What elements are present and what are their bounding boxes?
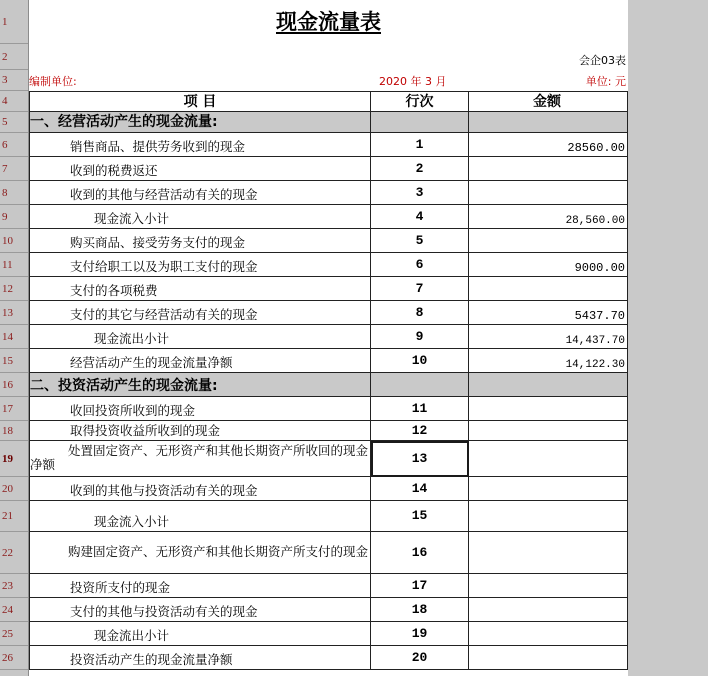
row-number[interactable]: 15 [0, 349, 28, 373]
cell-amount[interactable] [469, 373, 628, 397]
cell-item[interactable]: 二、投资活动产生的现金流量: [29, 373, 371, 397]
row-number[interactable]: 14 [0, 325, 28, 349]
row-number[interactable]: 7 [0, 157, 28, 181]
sheet-background-gutter [628, 0, 708, 676]
cell-amount[interactable]: 14,437.70 [469, 325, 628, 349]
cell-item[interactable]: 支付的其他与投资活动有关的现金 [29, 598, 371, 622]
cell-line-number[interactable] [371, 373, 469, 397]
cell-amount[interactable]: 14,122.30 [469, 349, 628, 373]
cell-line-number[interactable]: 18 [371, 598, 469, 622]
cell-amount[interactable] [469, 112, 628, 133]
cell-amount[interactable] [469, 477, 628, 501]
cell-line-number[interactable]: 6 [371, 253, 469, 277]
cell-item[interactable]: 处置固定资产、无形资产和其他长期资产所收回的现金净额 [29, 441, 371, 477]
row-number[interactable]: 11 [0, 253, 28, 277]
row-number[interactable]: 9 [0, 205, 28, 229]
row-number[interactable]: 24 [0, 598, 28, 622]
cell-amount[interactable] [469, 532, 628, 574]
cell-item[interactable]: 收到的其他与经营活动有关的现金 [29, 181, 371, 205]
cell-line-number[interactable]: 20 [371, 646, 469, 670]
cell-line-number[interactable]: 15 [371, 501, 469, 532]
page-title [29, 6, 628, 36]
row-number[interactable]: 20 [0, 477, 28, 501]
cell-item[interactable]: 支付给职工以及为职工支付的现金 [29, 253, 371, 277]
cell-item[interactable]: 现金流出小计 [29, 622, 371, 646]
cell-item[interactable]: 购建固定资产、无形资产和其他长期资产所支付的现金 [29, 532, 371, 574]
row-number[interactable]: 23 [0, 574, 28, 598]
cell-item[interactable]: 收回投资所收到的现金 [29, 397, 371, 421]
cell-amount[interactable] [469, 622, 628, 646]
cell-amount[interactable]: 9000.00 [469, 253, 628, 277]
cell-item[interactable]: 支付的各项税费 [29, 277, 371, 301]
cell-line-number[interactable]: 12 [371, 421, 469, 441]
cell-amount[interactable] [469, 157, 628, 181]
cell-line-number[interactable]: 7 [371, 277, 469, 301]
row-number[interactable]: 1 [0, 0, 28, 44]
cell-line-number[interactable]: 4 [371, 205, 469, 229]
cell-amount[interactable] [469, 646, 628, 670]
cell-amount[interactable] [469, 598, 628, 622]
row-number[interactable]: 12 [0, 277, 28, 301]
cell-line-number[interactable]: 11 [371, 397, 469, 421]
cell-item[interactable]: 收到的其他与投资活动有关的现金 [29, 477, 371, 501]
cell-line-number[interactable]: 16 [371, 532, 469, 574]
row-number[interactable]: 21 [0, 501, 28, 532]
column-header-item[interactable]: 项 目 [29, 91, 371, 112]
cell-item[interactable]: 一、经营活动产生的现金流量: [29, 112, 371, 133]
cell-amount[interactable] [469, 181, 628, 205]
cell-line-number[interactable]: 10 [371, 349, 469, 373]
row-number[interactable]: 18 [0, 421, 28, 441]
cell-amount[interactable]: 28,560.00 [469, 205, 628, 229]
row-number[interactable]: 25 [0, 622, 28, 646]
cell-amount[interactable] [469, 277, 628, 301]
cell-line-number[interactable]: 13 [371, 441, 469, 477]
column-header-line[interactable]: 行次 [371, 91, 469, 112]
cell-item[interactable]: 现金流入小计 [29, 205, 371, 229]
cell-line-number[interactable]: 8 [371, 301, 469, 325]
cell-amount[interactable] [469, 229, 628, 253]
column-header-amount[interactable]: 金额 [469, 91, 628, 112]
cell-item[interactable]: 购买商品、接受劳务支付的现金 [29, 229, 371, 253]
row-number[interactable]: 17 [0, 397, 28, 421]
cell-amount[interactable] [469, 441, 628, 477]
cell-amount[interactable]: 28560.00 [469, 133, 628, 157]
row-number[interactable]: 3 [0, 70, 28, 91]
cell-line-number[interactable] [371, 112, 469, 133]
row-number[interactable]: 26 [0, 646, 28, 670]
row-number[interactable]: 8 [0, 181, 28, 205]
row-header-column [0, 0, 29, 676]
cell-item[interactable]: 支付的其它与经营活动有关的现金 [29, 301, 371, 325]
cell-line-number[interactable]: 17 [371, 574, 469, 598]
row-number[interactable]: 13 [0, 301, 28, 325]
cell-amount[interactable] [469, 574, 628, 598]
cell-item[interactable]: 销售商品、提供劳务收到的现金 [29, 133, 371, 157]
cell-amount[interactable] [469, 421, 628, 441]
cell-line-number[interactable]: 19 [371, 622, 469, 646]
row-number[interactable]: 19 [0, 441, 28, 477]
row-number[interactable]: 6 [0, 133, 28, 157]
row-number[interactable]: 4 [0, 91, 28, 112]
cell-item[interactable]: 取得投资收益所收到的现金 [29, 421, 371, 441]
row-number[interactable]: 5 [0, 112, 28, 133]
title-text: 现金流量表 [276, 10, 381, 34]
cell-line-number[interactable]: 5 [371, 229, 469, 253]
cell-item[interactable]: 收到的税费返还 [29, 157, 371, 181]
cell-line-number[interactable]: 2 [371, 157, 469, 181]
spreadsheet-sheet [29, 0, 628, 676]
compiling-unit-label: 编制单位: [29, 75, 77, 88]
row-number[interactable]: 22 [0, 532, 28, 574]
cell-item[interactable]: 投资所支付的现金 [29, 574, 371, 598]
report-date: 2020 年 3 月 [379, 75, 447, 88]
cell-amount[interactable]: 5437.70 [469, 301, 628, 325]
row-number[interactable]: 16 [0, 373, 28, 397]
cell-item[interactable]: 现金流入小计 [29, 501, 371, 532]
cell-line-number[interactable]: 3 [371, 181, 469, 205]
currency-unit: 单位: 元 [585, 75, 626, 88]
cell-item[interactable]: 现金流出小计 [29, 325, 371, 349]
cell-line-number[interactable]: 1 [371, 133, 469, 157]
row-number[interactable]: 10 [0, 229, 28, 253]
cell-line-number[interactable]: 9 [371, 325, 469, 349]
cell-amount[interactable] [469, 501, 628, 532]
cell-line-number[interactable]: 14 [371, 477, 469, 501]
cell-item[interactable]: 投资活动产生的现金流量净额 [29, 646, 371, 670]
cell-amount[interactable] [469, 397, 628, 421]
cell-item[interactable]: 经营活动产生的现金流量净额 [29, 349, 371, 373]
form-number: 会企03表 [579, 54, 626, 67]
row-number[interactable]: 2 [0, 44, 28, 70]
